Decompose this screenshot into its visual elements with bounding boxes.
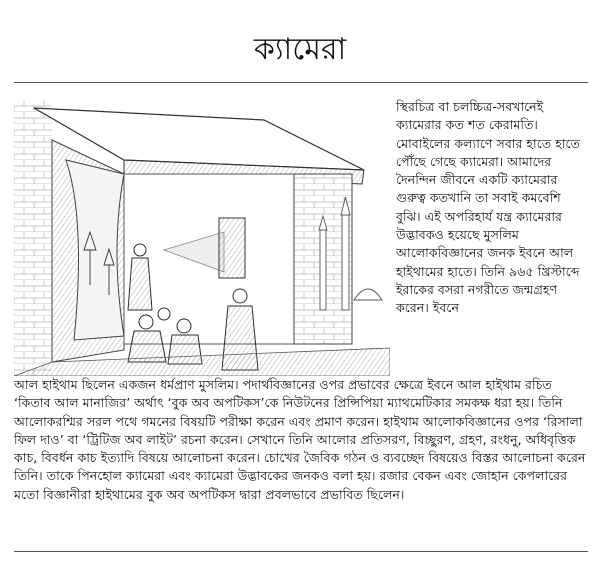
body-paragraph	[14, 376, 588, 504]
bottom-divider	[14, 551, 588, 552]
body-text: আল হাইথাম ছিলেন একজন ধর্মপ্রাণ মুসলিম। পদার্থবিজ্ঞানের ওপর প্রভাবের ক্ষেত্রে ইবনে আল হাইথাম রচিত ‘কিতাব আল মানাজির’ অর্থাৎ ‘বুক অব অপটিকস’কে নিউটনের প্রিন্সিপিয়া ম্যাথমেটিকার সমকক্ষ ধরা হয়। তিনি আলোকরশ্মির সরল পথে গমনের বিষয়টি পরীক্ষা করেন এবং প্রমাণ করেন। হাইথাম আলোকবিজ্ঞানের ওপর ‘রিসালা ফিল দাও’ বা ‘ট্রিটিজ অব লাইট’ রচনা করেন। সেখানে তিনি আলোর প্রতিসরণ, বিচ্ছুরণ, গ্রহণ, রংধনু, অধিবৃত্তিক কাচ, বিবর্ধন কাচ ইত্যাদি বিষয়ে আলোচনা করেন। চোখের জৈবিক গঠন ও ব্যবচ্ছেদ বিষয়েও বিস্তর আলোচনা করেন তিনি। তাকে পিনহোল ক্যামেরা এবং ক্যামেরা উদ্ভাবকের জনকও বলা হয়। রজার বেকন এবং জোহান কেপলারের মতো বিজ্ঞানীরা হাইথামের বুক অব অপটিকস দ্বারা প্রবলভাবে প্রভাবিত ছিলেন।	[14, 377, 586, 502]
aperture-window	[219, 218, 245, 278]
sketch-drawing	[14, 100, 390, 376]
article-title: ক্যামেরা	[253, 32, 347, 67]
intro-text: স্থিরচিত্র বা চলচ্চিত্র-সবখানেই ক্যামেরার কত শত কেরামতি। মোবাইলের কল্যাণে সবার হাতে হাতে পৌঁছে গেছে ক্যামেরা। আমাদের দৈনন্দিন জীবনে একটি ক্যামেরার গুরুত্ব কতখানি তা সবাই কমবেশি বুঝি। এই অপরিহার্য যন্ত্র ক্যামেরার উদ্ভাবকও হয়েছে মুসলিম আলোকবিজ্ঞানের জনক ইবনে আল হাইথামের হাতে। তিনি ৯৬৫ খ্রিস্টাব্দে ইরাকের বসরা নগরীতে জন্মগ্রহণ করেন। ইবনে	[396, 99, 580, 316]
left-wall	[14, 100, 52, 376]
camera-obscura-illustration	[14, 100, 390, 376]
title-divider	[14, 82, 588, 83]
intro-paragraph	[396, 98, 586, 318]
